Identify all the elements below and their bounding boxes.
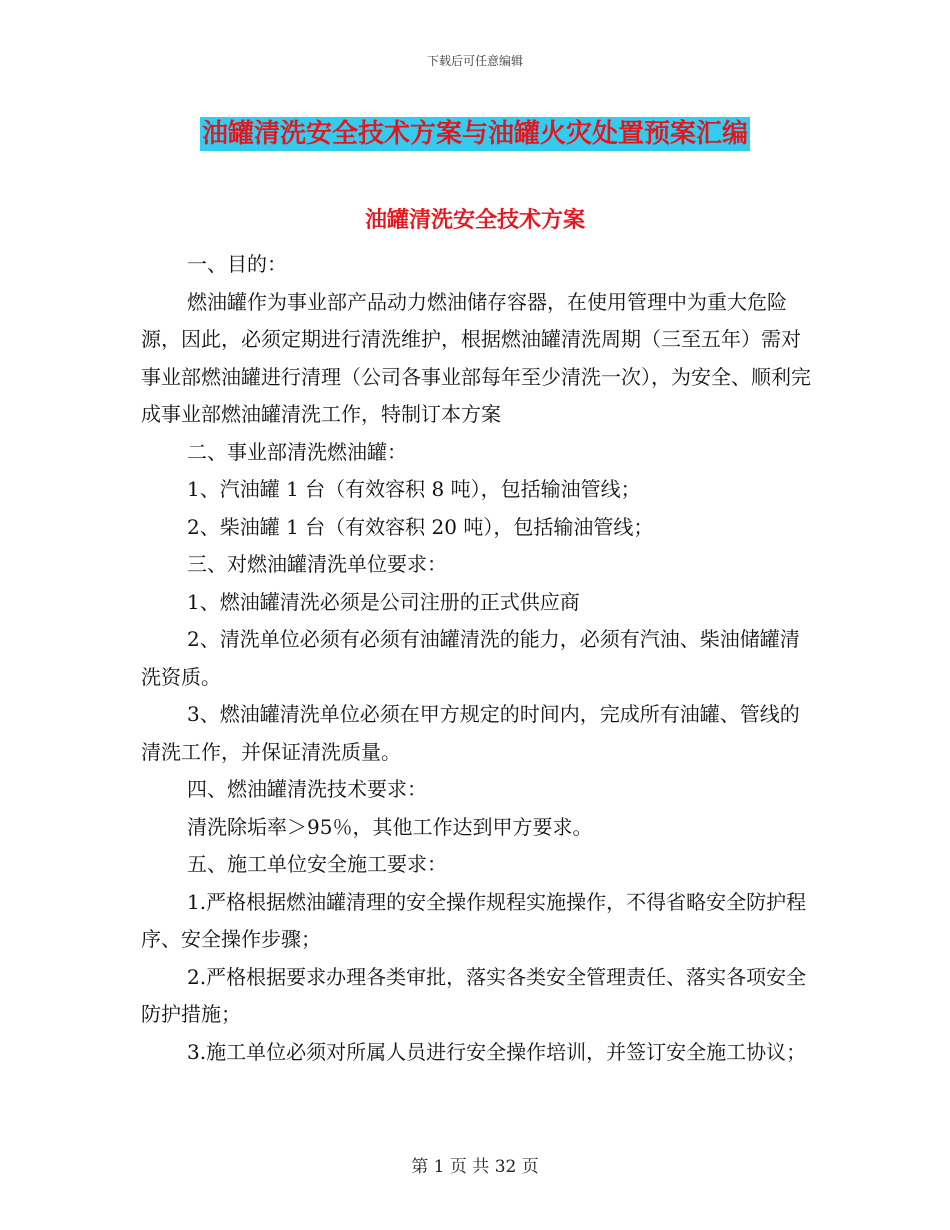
item-approvals: 2.严格根据要求办理各类审批，落实各类安全管理责任、落实各项安全防护措施； <box>141 964 807 1026</box>
item-qualification: 2、清洗单位必须有必须有油罐清洗的能力，必须有汽油、柴油储罐清洗资质。 <box>141 627 800 689</box>
item-gasoline-tank: 1、汽油罐 1 台（有效容积 8 吨），包括输油管线； <box>187 477 641 501</box>
page-footer: 第 1 页 共 32 页 <box>411 1157 539 1177</box>
section-title: 油罐清洗安全技术方案 <box>364 207 585 233</box>
heading-technical-requirements: 四、燃油罐清洗技术要求： <box>187 777 427 801</box>
item-diesel-tank: 2、柴油罐 1 台（有效容积 20 吨），包括输油管线； <box>187 514 654 539</box>
item-descaling-rate: 清洗除垢率＞95％，其他工作达到甲方要求。 <box>187 814 593 839</box>
heading-tanks: 二、事业部清洗燃油罐： <box>187 439 407 464</box>
item-registered-supplier: 1、燃油罐清洗必须是公司注册的正式供应商 <box>187 589 580 614</box>
item-safety-procedure: 1.严格根据燃油罐清理的安全操作规程实施操作，不得省略安全防护程序、安全操作步骤； <box>141 889 807 951</box>
document-title-block <box>0 113 950 150</box>
document-title: 油罐清洗安全技术方案与油罐火灾处置预案汇编 <box>201 119 748 149</box>
page-header: 下载后可任意编辑 <box>426 54 523 68</box>
item-training: 3.施工单位必须对所属人员进行安全操作培训，并签订安全施工协议； <box>187 1039 807 1064</box>
document-body <box>141 246 811 1071</box>
heading-safety-requirements: 五、施工单位安全施工要求： <box>187 852 447 876</box>
heading-contractor-requirements: 三、对燃油罐清洗单位要求： <box>187 552 447 576</box>
heading-purpose: 一、目的： <box>187 252 287 276</box>
paragraph-purpose: 燃油罐作为事业部产品动力燃油储存容器，在使用管理中为重大危险源，因此，必须定期进行清洗维护，根据燃油罐清洗周期（三至五年）需对事业部燃油罐进行清理（公司各事业部每年至少清洗一次），为安全、顺利完成事业部燃油罐清洗工作，特制订本方案 <box>141 289 811 426</box>
item-deadline-quality: 3、燃油罐清洗单位必须在甲方规定的时间内，完成所有油罐、管线的清洗工作，并保证清洗质量。 <box>141 702 800 764</box>
